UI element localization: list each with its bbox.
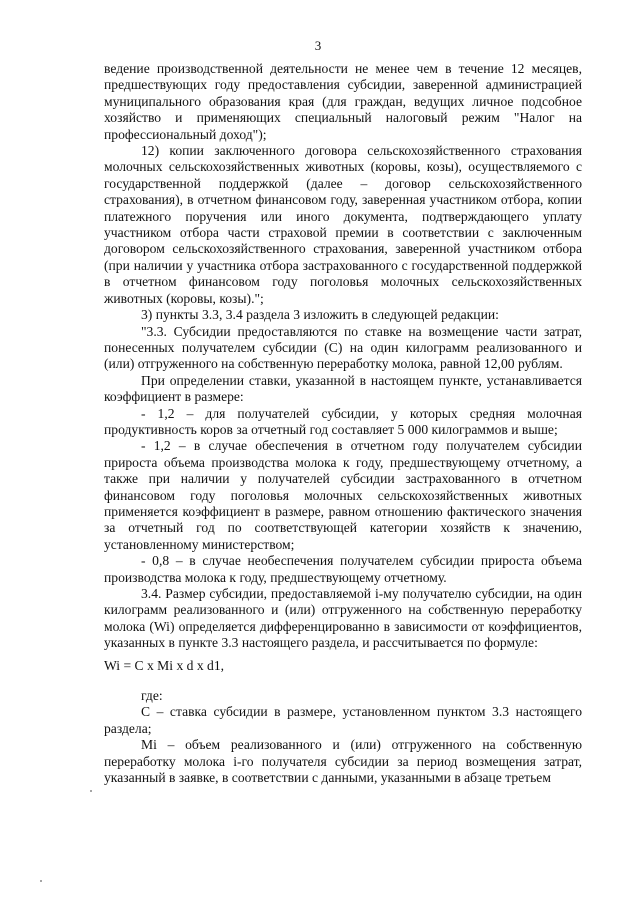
paragraph-3-4: 3.4. Размер субсидии, предоставляемой i-му получателю субсидии, на один килограмм реализованного и (или) отгруженного на собственную переработку молока (Wi) определяется дифференцированно в зависимости от коэффициентов, указанных в пункте 3.3 настоящего раздела, и рассчитывается по формуле: [104, 586, 582, 651]
paragraph-coefficient-3: - 0,8 – в случае необеспечения получателем субсидии прироста объема производства молока к году, предшествующему отчетному. [104, 553, 582, 585]
paragraph-definition-c: C – ставка субсидии в размере, установленном пунктом 3.3 настоящего раздела; [104, 704, 582, 736]
formula: Wi = C x Mi x d x d1, [104, 657, 225, 673]
paragraph-coefficient-1: - 1,2 – для получателей субсидии, у которых средняя молочная продуктивность коров за отчетный год составляет 5 000 килограммов и выше; [104, 405, 582, 437]
scan-speck [90, 790, 92, 792]
page-number: 3 [314, 38, 322, 53]
document-body [104, 61, 582, 786]
paragraph-coefficient-intro: При определении ставки, указанной в настоящем пункте, устанавливается коэффициент в размере: [104, 372, 582, 405]
paragraph-where: где: [141, 688, 163, 704]
paragraph-continuation: ведение производственной деятельности не менее чем в течение 12 месяцев, предшествующих году предоставления субсидии, заверенной администрацией муниципального образования края (для граждан, ведущих личное подсобное хозяйство и применяющих специальный налоговый режим "Налог на профессиональный доход"); [104, 61, 582, 142]
paragraph-item-12: 12) копии заключенного договора сельскохозяйственного страхования молочных сельскохозяйственных животных (коровы, козы), осуществляемого с государственной поддержкой (далее – договор сельскохозяйственного страхования), в отчетном финансовом году, заверенная участником отбора, копии платежного поручения или иного документа, подтверждающего уплату участником отбора части страховой премии в соответствии с заключенным договором сельскохозяйственного страхования, заверенной участником отбора (при наличии у участника отбора застрахованного с государственной поддержкой в отчетном финансовом году поголовья молочных сельскохозяйственных животных (коровы, козы)."; [104, 143, 582, 306]
scan-speck [40, 880, 42, 882]
paragraph-item-3: 3) пункты 3.3, 3.4 раздела 3 изложить в следующей редакции: [141, 307, 499, 323]
paragraph-3-3: "3.3. Субсидии предоставляются по ставке на возмещение части затрат, понесенных получателем субсидии (С) на один килограмм реализованного и (или) отгруженного на собственную переработку молока, равной 12,00 рублям. [104, 323, 582, 372]
paragraph-definition-mi: Mi – объем реализованного и (или) отгруженного на собственную переработку молока i-го получателя субсидии за период возмещения затрат, указанный в заявке, в соответствии с данными, указанными в абзаце третьем [104, 737, 582, 786]
paragraph-coefficient-2: - 1,2 – в случае обеспечения в отчетном году получателем субсидии прироста объема производства молока к году, предшествующему отчетному, а также при наличии у получателей субсидии застрахованного в отчетном финансовом году поголовья молочных сельскохозяйственных животных применяется коэффициент в размере, равном отношению фактического значения за отчетный год по соответствующей категории хозяйств к значению, установленному министерством; [104, 438, 582, 552]
